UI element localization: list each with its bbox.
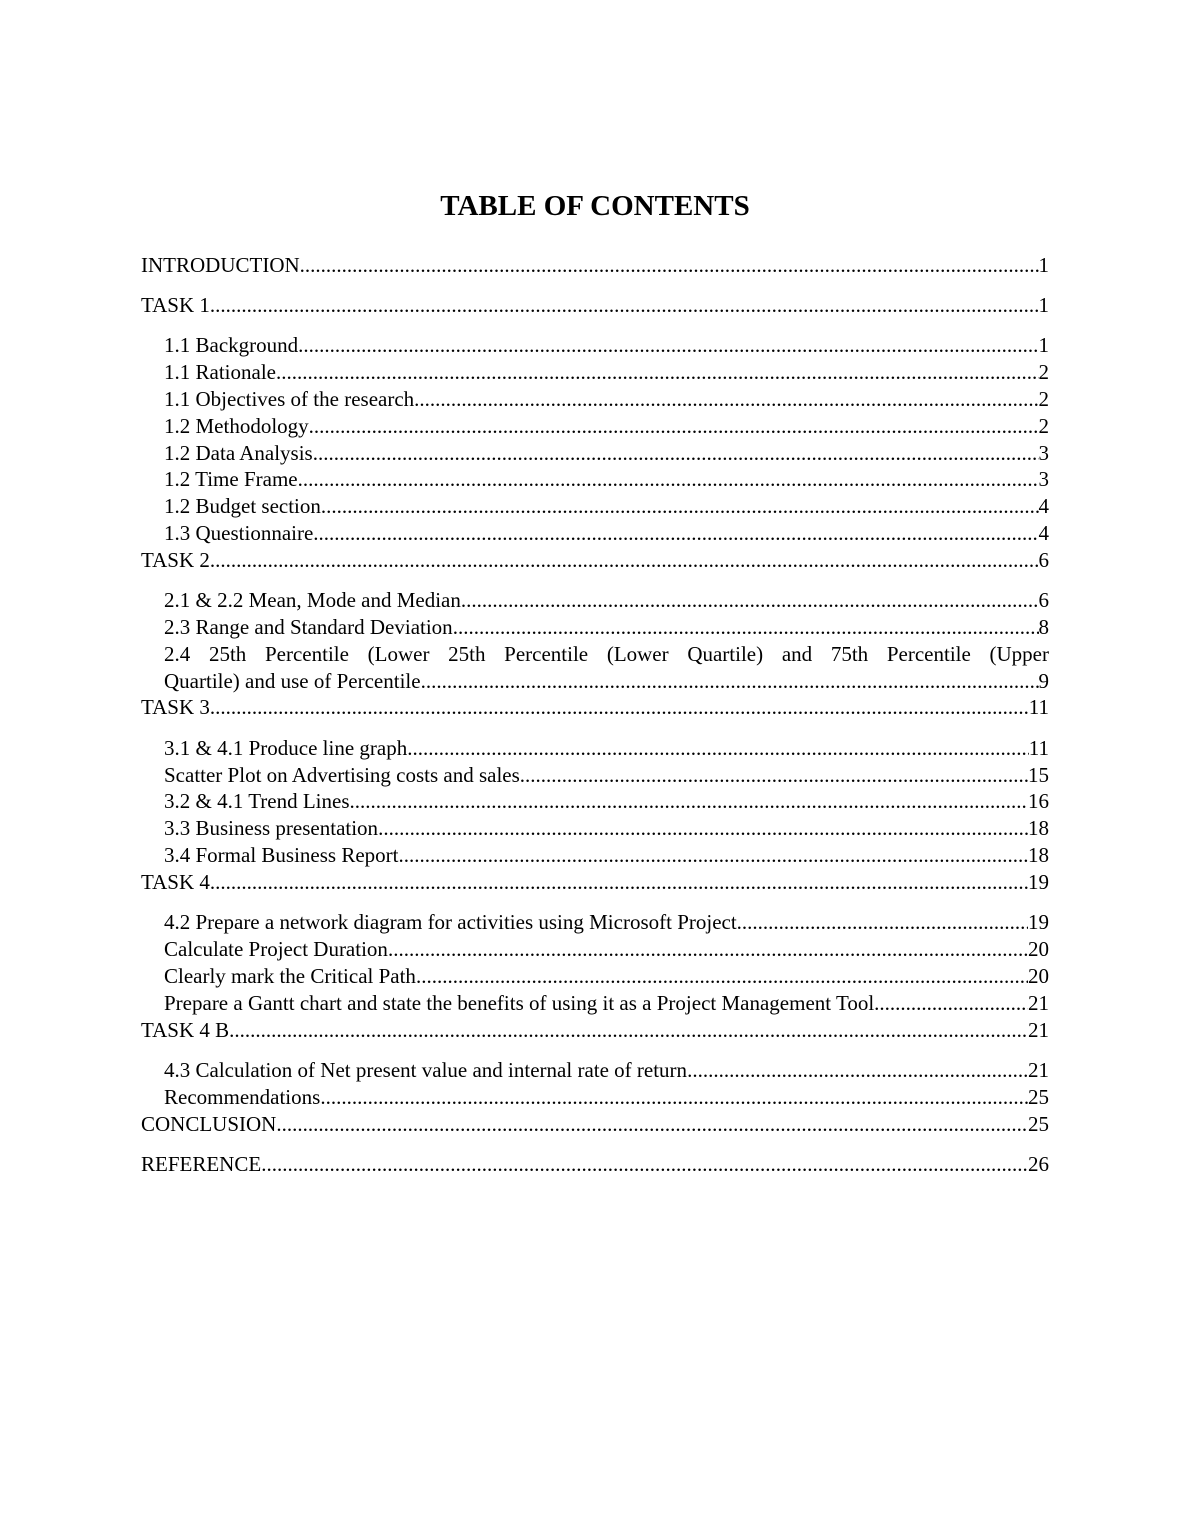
toc-entry-data-analysis[interactable] <box>164 440 1049 467</box>
dot-leader <box>313 440 1039 467</box>
toc-entry-page: 18 <box>1028 843 1049 867</box>
dot-leader <box>309 413 1039 440</box>
dot-leader <box>321 493 1039 520</box>
dot-leader <box>453 614 1039 641</box>
toc-entry-rationale[interactable] <box>164 359 1049 386</box>
dot-leader <box>388 936 1028 963</box>
toc-entry-page: 4 <box>1038 494 1049 518</box>
toc-entry-text: Recommendations <box>164 1085 321 1109</box>
toc-entry-text: CONCLUSION <box>141 1112 277 1136</box>
toc-entry-text: 2.1 & 2.2 Mean, Mode and Median <box>164 588 461 612</box>
toc-entry-text: 1.2 Data Analysis <box>164 441 313 465</box>
toc-entry-page: 2 <box>1038 387 1049 411</box>
toc-entry-text: 1.1 Background <box>164 333 299 357</box>
toc-entry-page: 26 <box>1028 1152 1049 1176</box>
toc-entry-text: 1.2 Methodology <box>164 414 309 438</box>
dot-leader <box>298 466 1039 493</box>
toc-entry-objectives[interactable] <box>164 386 1049 413</box>
dot-leader <box>320 1084 1028 1111</box>
toc-entry-budget[interactable] <box>164 493 1049 520</box>
toc-entry-text: TASK 2 <box>141 548 210 572</box>
toc-entry-background[interactable] <box>164 332 1049 359</box>
toc-entry-scatter-plot[interactable] <box>164 762 1049 789</box>
toc-entry-page: 21 <box>1028 991 1049 1015</box>
dot-leader <box>350 788 1028 815</box>
dot-leader <box>416 963 1028 990</box>
toc-entry-text: Prepare a Gantt chart and state the benefits of using it as a Project Management Tool <box>164 991 875 1015</box>
toc-entry-text: 3.2 & 4.1 Trend Lines <box>164 789 350 813</box>
toc-entry-text: 1.2 Budget section <box>164 494 321 518</box>
toc-entry-page: 21 <box>1028 1058 1049 1082</box>
toc-entry-text: 3.1 & 4.1 Produce line graph <box>164 736 408 760</box>
dot-leader <box>300 252 1039 279</box>
toc-entry-project-duration[interactable] <box>164 936 1049 963</box>
toc-entry-recommendations[interactable] <box>164 1084 1049 1111</box>
dot-leader <box>210 547 1039 574</box>
dot-leader <box>313 520 1038 547</box>
dot-leader <box>874 990 1028 1017</box>
dot-leader <box>414 386 1038 413</box>
toc-entry-page: 20 <box>1028 964 1049 988</box>
dot-leader <box>229 1017 1028 1044</box>
toc-entry-business-presentation[interactable] <box>164 815 1049 842</box>
toc-entry-page: 18 <box>1028 816 1049 840</box>
dot-leader <box>261 1151 1028 1178</box>
toc-entry-critical-path[interactable] <box>164 963 1049 990</box>
toc-entry-text: REFERENCE <box>141 1152 262 1176</box>
toc-entry-text: TASK 4 B <box>141 1018 230 1042</box>
toc-entry-page: 16 <box>1028 789 1049 813</box>
toc-entry-text: 3.3 Business presentation <box>164 816 379 840</box>
toc-entry-reference[interactable] <box>141 1151 1049 1178</box>
toc-entry-text: INTRODUCTION <box>141 253 300 277</box>
toc-entry-page: 9 <box>1038 669 1049 693</box>
toc-entry-page: 21 <box>1028 1018 1049 1042</box>
toc-entry-task-4b[interactable] <box>141 1017 1049 1044</box>
toc-entry-page: 8 <box>1038 615 1049 639</box>
toc-entry-text: 4.3 Calculation of Net present value and internal rate of return <box>164 1058 688 1082</box>
toc-entry-percentile-line1[interactable]: 2.4 25th Percentile (Lower 25th Percentile (Lower Quartile) and 75th Percentile (Upper <box>164 642 1049 666</box>
toc-entry-percentile[interactable] <box>164 668 1049 695</box>
toc-entry-text: Scatter Plot on Advertising costs and sales <box>164 763 520 787</box>
toc-entry-trend-lines[interactable] <box>164 788 1049 815</box>
dot-leader <box>378 815 1028 842</box>
toc-entry-page: 11 <box>1028 736 1049 760</box>
toc-entry-page: 3 <box>1038 441 1049 465</box>
toc-entry-conclusion[interactable] <box>141 1111 1049 1138</box>
toc-entry-gantt-chart[interactable] <box>164 990 1049 1017</box>
toc-entry-text: 1.3 Questionnaire <box>164 521 314 545</box>
toc-entry-business-report[interactable] <box>164 842 1049 869</box>
toc-entry-page: 6 <box>1038 588 1049 612</box>
toc-entry-page: 4 <box>1038 521 1049 545</box>
toc-entry-text: Quartile) and use of Percentile <box>164 669 421 693</box>
toc-entry-page: 19 <box>1028 870 1049 894</box>
toc-entry-page: 1 <box>1038 253 1049 277</box>
toc-entry-text: TASK 3 <box>141 695 210 719</box>
toc-entry-text: 1.2 Time Frame <box>164 467 298 491</box>
dot-leader <box>298 332 1038 359</box>
toc-entry-page: 19 <box>1028 910 1049 934</box>
toc-entry-page: 2 <box>1038 414 1049 438</box>
toc-title: TABLE OF CONTENTS <box>440 190 750 222</box>
dot-leader <box>687 1057 1028 1084</box>
dot-leader <box>210 292 1039 319</box>
toc-entry-page: 1 <box>1038 293 1049 317</box>
dot-leader <box>210 869 1028 896</box>
dot-leader <box>737 909 1028 936</box>
toc-entry-text: TASK 1 <box>141 293 210 317</box>
dot-leader <box>461 587 1039 614</box>
toc-entry-introduction[interactable] <box>141 252 1049 279</box>
toc-entry-methodology[interactable] <box>164 413 1049 440</box>
toc-entry-text: 4.2 Prepare a network diagram for activities using Microsoft Project <box>164 910 737 934</box>
toc-entry-page: 25 <box>1028 1112 1049 1136</box>
toc-entry-text: 1.1 Objectives of the research <box>164 387 415 411</box>
toc-entry-page: 25 <box>1028 1085 1049 1109</box>
toc-entry-page: 1 <box>1038 333 1049 357</box>
toc-entry-time-frame[interactable] <box>164 466 1049 493</box>
dot-leader <box>399 842 1029 869</box>
toc-entry-page: 2 <box>1038 360 1049 384</box>
toc-entry-task-4[interactable] <box>141 869 1049 896</box>
dot-leader <box>210 694 1029 721</box>
toc-entry-page: 15 <box>1028 763 1049 787</box>
toc-entry-line-graph[interactable] <box>164 735 1049 762</box>
toc-entry-network-diagram[interactable] <box>164 909 1049 936</box>
dot-leader <box>520 762 1028 789</box>
dot-leader <box>407 735 1029 762</box>
toc-entry-text: 1.1 Rationale <box>164 360 276 384</box>
toc-entry-page: 20 <box>1028 937 1049 961</box>
toc-entry-text: TASK 4 <box>141 870 210 894</box>
toc-entry-questionnaire[interactable] <box>164 520 1049 547</box>
toc-entry-mean-mode-median[interactable] <box>164 587 1049 614</box>
toc-entry-task-1[interactable] <box>141 292 1049 319</box>
dot-leader <box>276 359 1039 386</box>
toc-entry-text: Calculate Project Duration <box>164 937 388 961</box>
toc-entry-page: 6 <box>1038 548 1049 572</box>
toc-entry-npv-irr[interactable] <box>164 1057 1049 1084</box>
toc-entry-task-3[interactable] <box>141 694 1049 721</box>
dot-leader <box>276 1111 1028 1138</box>
toc-entry-range-std[interactable] <box>164 614 1049 641</box>
toc-entry-text: Clearly mark the Critical Path <box>164 964 416 988</box>
toc-entry-text: 2.3 Range and Standard Deviation <box>164 615 453 639</box>
toc-entry-page: 11 <box>1028 695 1049 719</box>
toc-entry-text: 3.4 Formal Business Report <box>164 843 399 867</box>
toc-entry-task-2[interactable] <box>141 547 1049 574</box>
toc-entry-page: 3 <box>1038 467 1049 491</box>
dot-leader <box>421 668 1039 695</box>
